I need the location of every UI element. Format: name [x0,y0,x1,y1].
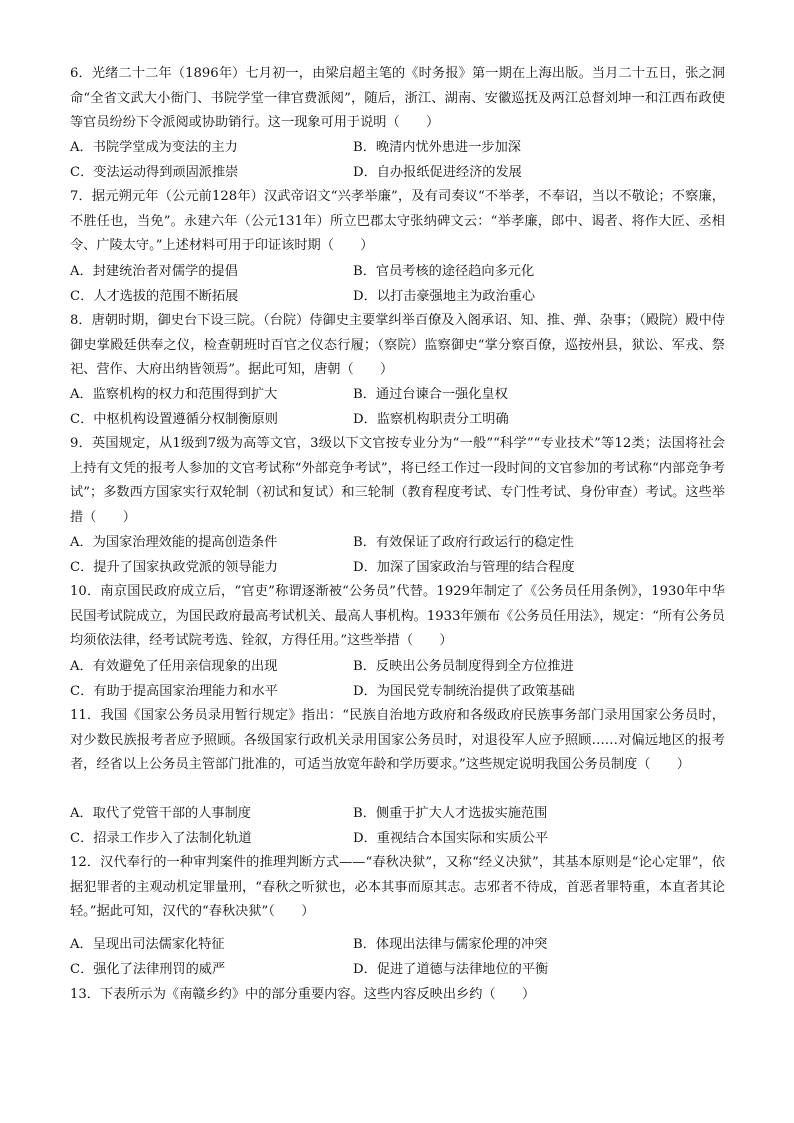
question-11-stem: 11．我国《国家公务员录用暂行规定》指出：“民族自治地方政府和各级政府民族事务部门录用国家公务员时，对少数民族报考者应予照顾。各级国家行政机关录用国家公务员时，对退役军人应予照顾……对偏远地区的报考者，经省以上公务员主管部门批准的，可适当放宽年龄和学历要求。”这些规定说明我国公务员制度（ ） [70,708,725,773]
question-9-options [70,531,725,580]
option-b[interactable]: B．反映出公务员制度得到全方位推进 [353,659,574,674]
option-c[interactable]: C．人才选拔的范围不断拓展 [70,288,239,304]
question-8-stem: 8．唐朝时期，御史台下设三院。（台院）侍御史主要掌纠举百僚及入阁承诏、知、推、弹、杂事；（殿院）殿中侍御史掌殿廷供奉之仪，检查朝班时百官之仪态行履；（察院）监察御史“掌分察百僚，巡按州县，狱讼、军戎、祭祀、营作、大府出纳皆领焉”。据此可知，唐朝（ ） [70,313,725,378]
option-a[interactable]: A．封建统治者对儒学的提倡 [70,264,238,279]
question-13-stem: 13．下表所示为《南赣乡约》中的部分重要内容。这些内容反映出乡约（ ） [70,987,536,1002]
question-7-stem: 7．据元朔元年（公元前128年）汉武帝诏文“兴孝举廉”，及有司奏议“不举孝，不奉诏，当以不敬论；不察廉，不胜任也，当免”。永建六年（公元131年）所立巴郡太守张纳碑文云：“举孝廉，郎中、谒者、将作大匠、丞相令、广陵太守。”上述材料可用于印证该时期（ ） [70,189,725,254]
option-a[interactable]: A．有效避免了任用亲信现象的出现 [70,659,278,674]
option-a[interactable]: A．呈现出司法儒家化特征 [70,937,225,952]
option-b[interactable]: B．通过台谏合一强化皇权 [353,387,508,402]
option-a[interactable]: A．书院学堂成为变法的主力 [70,140,238,155]
option-a[interactable]: A．取代了党管干部的人事制度 [70,806,251,821]
question-12-options [70,933,725,982]
option-d[interactable]: D．以打击豪强地主为政治重心 [353,288,536,304]
option-a[interactable]: A．为国家治理效能的提高创造条件 [70,535,278,550]
option-d[interactable]: D．加深了国家政治与管理的结合程度 [353,559,575,575]
option-d[interactable]: D．重视结合本国实际和实质公平 [353,830,549,846]
option-b[interactable]: B．有效保证了政府行政运行的稳定性 [353,535,574,550]
question-10-stem: 10．南京国民政府成立后，“官吏”称谓逐渐被“公务员”代替。1929年制定了《公务员任用条例》，1930年中华民国考试院成立，为国民政府最高考试机关、最高人事机构。1933年颁布《公务员任用法》，规定：“所有公务员均须依法律，经考试院考选、铨叙，方得任用。”这些举措（ ） [70,584,725,649]
option-a[interactable]: A．监察机构的权力和范围得到扩大 [70,387,278,402]
option-b[interactable]: B．官员考核的途径趋向多元化 [353,264,535,279]
question-6-stem: 6．光绪二十二年（1896年）七月初一，由梁启超主笔的《时务报》第一期在上海出版。当月二十五日，张之洞命“全省文武大小衙门、书院学堂一律官费派阅”，随后，浙江、湖南、安徽巡抚及两江总督刘坤一和江西布政使等官员纷纷下令派阅或协助销行。这一现象可用于说明（ ） [70,66,725,131]
option-d[interactable]: D．促进了道德与法律地位的平衡 [353,961,549,977]
question-11-options [70,802,725,851]
option-b[interactable]: B．体现出法律与儒家伦理的冲突 [353,937,548,952]
question-8-options [70,383,725,432]
option-c[interactable]: C．中枢机构设置遵循分权制衡原则 [70,411,278,427]
option-c[interactable]: C．变法运动得到顽固派推崇 [70,164,239,180]
option-c[interactable]: C．有助于提高国家治理能力和水平 [70,683,278,699]
option-d[interactable]: D．为国民党专制统治提供了政策基础 [353,683,575,699]
question-10-options [70,655,725,704]
option-d[interactable]: D．监察机构职责分工明确 [353,411,509,427]
question-7-options [70,260,725,309]
question-9-stem: 9．英国规定，从1级到7级为高等文官，3级以下文官按专业分为“一般”“科学”“专业技术”等12类；法国将社会上持有文凭的报考人参加的文官考试称“外部竞争考试”，将已经工作过一段时间的文官参加的考试称“内部竞争考试”；多数西方国家实行双轮制（初试和复试）和三轮制（教育程度考试、专门性考试、身份审查）考试。这些举措（ ） [70,436,725,525]
question-6-options [70,136,725,185]
option-c[interactable]: C．强化了法律刑罚的威严 [70,961,226,977]
option-c[interactable]: C．招录工作步入了法制化轨道 [70,830,252,846]
question-12-stem: 12．汉代奉行的一种审判案件的推理判断方式——“春秋决狱”，又称“经义决狱”，其基本原则是“论心定罪”，依据犯罪者的主观动机定罪量刑，“春秋之听狱也，必本其事而原其志。志邪者不待成，首恶者罪特重，本直者其论轻。”据此可知，汉代的“春秋决狱”（ ） [70,855,725,920]
option-c[interactable]: C．提升了国家执政党派的领导能力 [70,559,278,575]
option-b[interactable]: B．晚清内忧外患进一步加深 [353,140,521,155]
option-b[interactable]: B．侧重于扩大人才选拔实施范围 [353,806,548,821]
option-d[interactable]: D．自办报纸促进经济的发展 [353,164,522,180]
